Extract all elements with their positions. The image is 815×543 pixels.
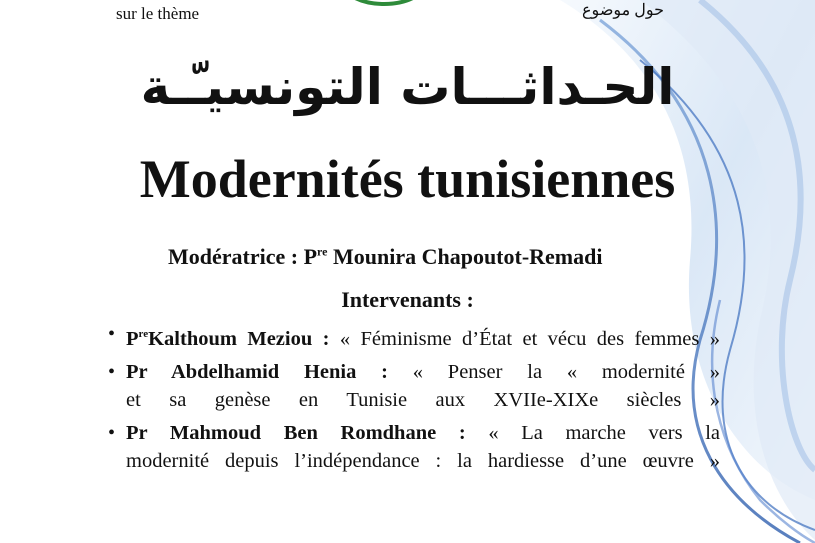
- moderator-name: Mounira Chapoutot-Remadi: [327, 244, 603, 269]
- header-right-text: حول موضوع: [582, 2, 665, 19]
- speakers-heading: Intervenants :: [341, 287, 474, 312]
- moderator-label: Modératrice : P: [168, 244, 318, 269]
- talk-title: « La marche vers la: [488, 421, 721, 444]
- moderator-sup: re: [317, 244, 328, 259]
- speaker-name: $P^{re}Kalthoum$ Meziou :: [126, 327, 330, 350]
- arabic-title: الحـداثـــات التونسيـّـة: [140, 58, 675, 116]
- talk-title: « Féminisme d’État et vécu des femmes »: [339, 327, 720, 350]
- list-item: [108, 419, 720, 475]
- talk-title: « Penser la « modernité »: [412, 360, 721, 383]
- talk-line-2: modernité depuis l’indépendance : la hardiesse d’une œuvre »: [126, 449, 720, 472]
- logo: [338, 0, 430, 6]
- list-item: [108, 358, 720, 414]
- moderator-line: [168, 244, 602, 270]
- talks-list: [108, 320, 720, 480]
- talk-line-1: [126, 358, 720, 386]
- list-item: [108, 320, 720, 353]
- speaker-name: Pr Abdelhamid Henia :: [126, 360, 388, 383]
- talk-line-1: [126, 320, 720, 353]
- talk-line-1: [126, 419, 720, 447]
- talk-line-2: et sa genèse en Tunisie aux XVIIe-XIXe siècles »: [126, 388, 720, 411]
- header-left-text: sur le thème: [116, 4, 200, 23]
- french-title: Modernités tunisiennes: [139, 149, 676, 209]
- speaker-name: Pr Mahmoud Ben Romdhane :: [126, 421, 466, 444]
